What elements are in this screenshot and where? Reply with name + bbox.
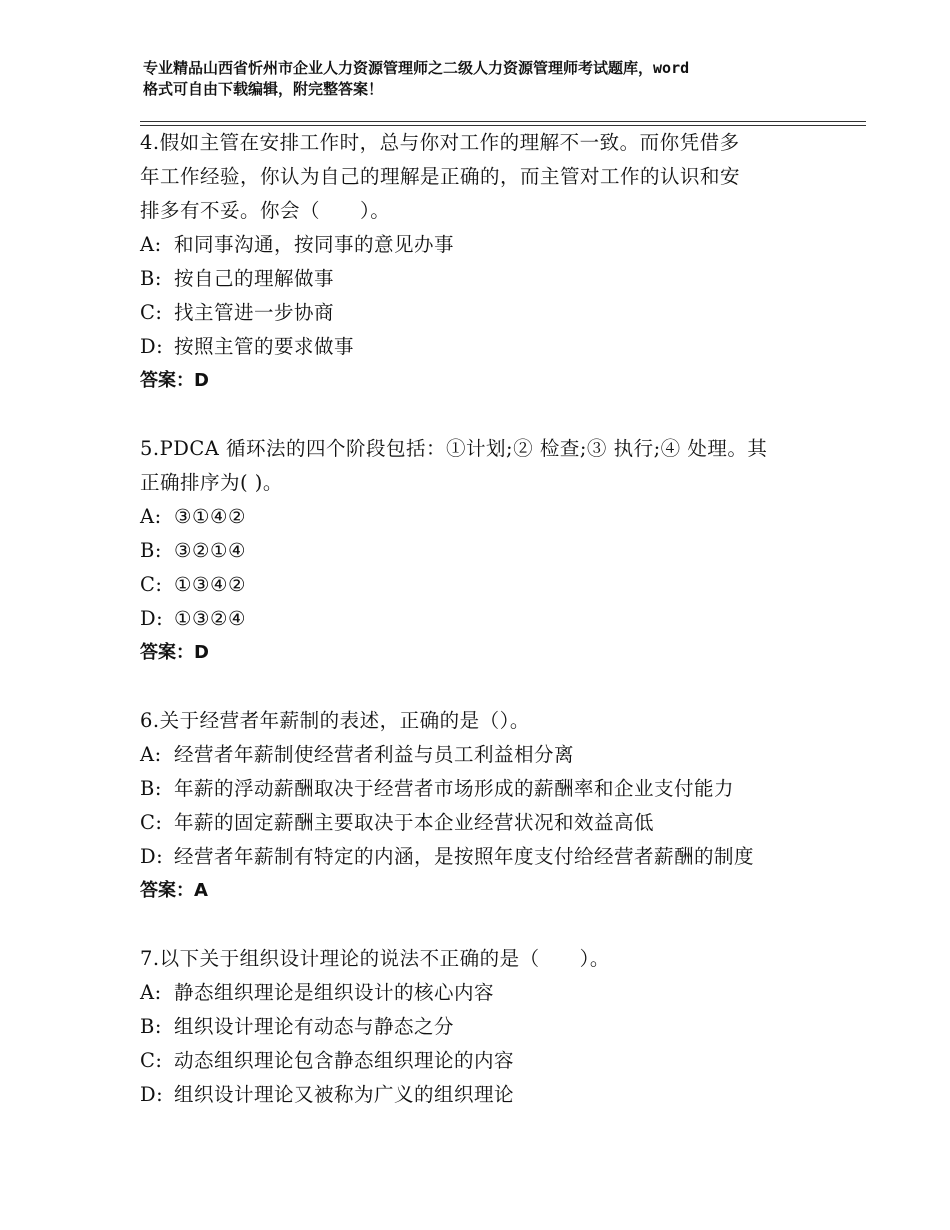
question-6 [140, 704, 840, 908]
option-letter: A: [140, 981, 162, 1004]
option-letter: B: [140, 539, 162, 562]
option-letter: A: [140, 233, 162, 256]
option-text: 年薪的浮动薪酬取决于经营者市场形成的薪酬率和企业支付能力 [174, 777, 735, 800]
option-text: ①③②④ [174, 607, 246, 630]
question-stem-line: 排多有不妥。你会（ ）。 [140, 199, 391, 222]
question-stem-line: 正确排序为( )。 [140, 471, 283, 494]
option-text: 组织设计理论又被称为广义的组织理论 [174, 1083, 515, 1106]
option-c [140, 1044, 840, 1078]
header-line-2: 格式可自由下载编辑，附完整答案！ [143, 80, 384, 98]
option-letter: C: [140, 301, 163, 324]
answer-label: 答案：D [140, 642, 209, 663]
option-letter: A: [140, 505, 162, 528]
option-text: 动态组织理论包含静态组织理论的内容 [174, 1049, 515, 1072]
question-list [140, 126, 840, 1112]
option-d [140, 840, 840, 874]
option-letter: B: [140, 267, 162, 290]
answer-label: 答案：D [140, 370, 209, 391]
question-stem-line: 年工作经验，你认为自己的理解是正确的，而主管对工作的认识和安 [140, 165, 741, 188]
question-5 [140, 432, 840, 670]
option-letter: B: [140, 1015, 162, 1038]
option-letter: D: [140, 607, 164, 630]
option-text: 经营者年薪制有特定的内涵，是按照年度支付给经营者薪酬的制度 [174, 845, 755, 868]
option-d [140, 602, 840, 636]
option-text: 经营者年薪制使经营者利益与员工利益相分离 [174, 743, 575, 766]
option-text: ①③④② [174, 573, 246, 596]
option-a [140, 500, 840, 534]
option-a [140, 228, 840, 262]
option-c [140, 568, 840, 602]
question-7 [140, 942, 840, 1112]
option-letter: C: [140, 811, 163, 834]
question-4 [140, 126, 840, 398]
option-letter: C: [140, 573, 163, 596]
spacer [140, 670, 840, 704]
option-a [140, 738, 840, 772]
document-header [143, 58, 833, 100]
answer-label: 答案：A [140, 880, 208, 901]
option-b [140, 772, 840, 806]
option-text: 年薪的固定薪酬主要取决于本企业经营状况和效益高低 [174, 811, 655, 834]
option-text: ③②①④ [174, 539, 246, 562]
option-d [140, 330, 840, 364]
spacer [140, 398, 840, 432]
option-text: 静态组织理论是组织设计的核心内容 [174, 981, 495, 1004]
header-line-1: 专业精品山西省忻州市企业人力资源管理师之二级人力资源管理师考试题库，word [143, 59, 690, 77]
option-letter: D: [140, 845, 164, 868]
option-d [140, 1078, 840, 1112]
question-stem-line: 7.以下关于组织设计理论的说法不正确的是（ ）。 [140, 947, 610, 970]
option-text: 和同事沟通，按同事的意见办事 [174, 233, 455, 256]
option-letter: B: [140, 777, 162, 800]
option-b [140, 534, 840, 568]
option-letter: A: [140, 743, 162, 766]
option-letter: D: [140, 335, 164, 358]
option-text: 按照主管的要求做事 [174, 335, 355, 358]
option-letter: D: [140, 1083, 164, 1106]
question-stem-line: 4.假如主管在安排工作时，总与你对工作的理解不一致。而你凭借多 [140, 131, 740, 154]
option-b [140, 1010, 840, 1044]
option-b [140, 262, 840, 296]
question-stem-line: 6.关于经营者年薪制的表述，正确的是（）。 [140, 709, 530, 732]
option-text: 组织设计理论有动态与静态之分 [174, 1015, 455, 1038]
option-c [140, 296, 840, 330]
option-text: 找主管进一步协商 [174, 301, 335, 324]
question-stem-line: 5.PDCA 循环法的四个阶段包括：①计划;② 检查;③ 执行;④ 处理。其 [140, 437, 768, 460]
spacer [140, 908, 840, 942]
option-text: ③①④② [174, 505, 246, 528]
option-a [140, 976, 840, 1010]
option-c [140, 806, 840, 840]
option-letter: C: [140, 1049, 163, 1072]
option-text: 按自己的理解做事 [174, 267, 335, 290]
